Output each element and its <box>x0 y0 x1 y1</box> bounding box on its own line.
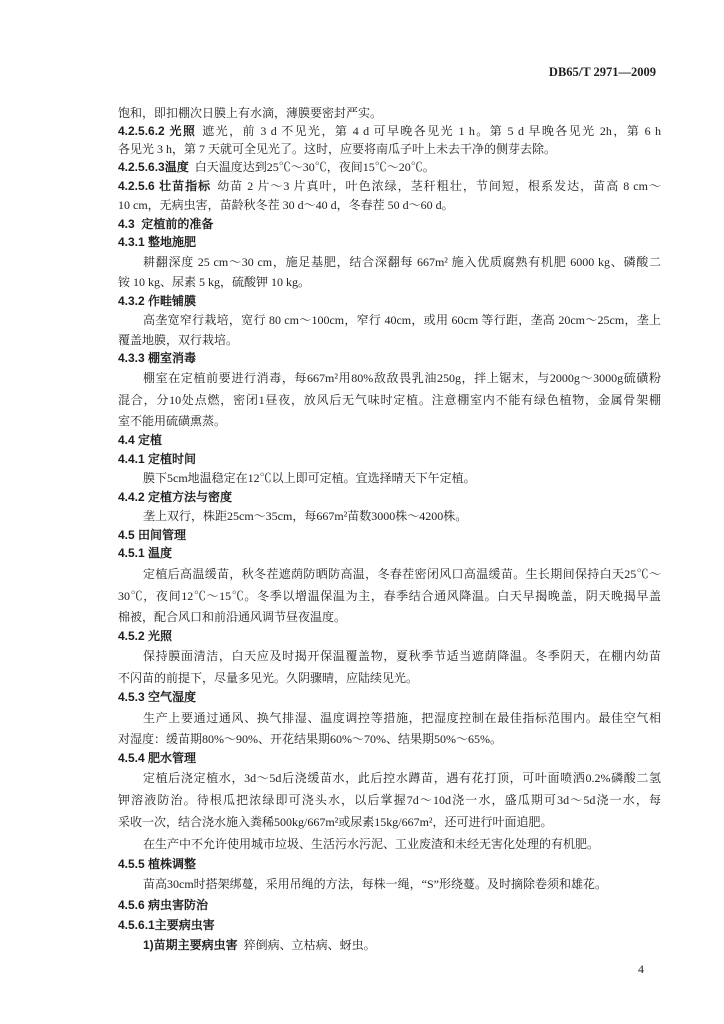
paragraph-line: 钾溶液防治。待根瓜把浓绿即可浇头水，以后掌握7d～10d浇一水，盛瓜期可3d～5d浇一水，每 <box>118 793 661 807</box>
clause-text: 幼苗 2 片～3 片真叶，叶色浓绿，茎秆粗壮，节间短，根系发达，苗高 8 cm～ <box>217 179 661 193</box>
paragraph-line: 混合，分10处点燃，密闭1昼夜，放风后无气味时定植。注意棚室内不能有绿色植物，金属骨架棚 <box>118 393 661 407</box>
paragraph-line: 30℃，夜间12℃～15℃。冬季以增温保温为主，春季结合通风降温。白天早揭晚盖，阴天晚揭早盖 <box>118 589 661 603</box>
paragraph-line: 不闪苗的前提下，尽量多见光。久阴骤晴，应陆续见光。 <box>118 671 419 685</box>
paragraph-line: 定植后浇定植水，3d～5d后浇缓苗水，此后控水蹲苗，遇有花打顶，可叶面喷洒0.2%磷酸二氢 <box>143 771 661 785</box>
heading-4-5-1: 4.5.1 温度 <box>118 546 173 560</box>
paragraph-line: 高垄宽窄行栽培，宽行 80 cm～100cm，窄行 40cm，或用 60cm 等行距，垄高 20cm～25cm，垄上 <box>143 313 661 327</box>
paragraph-line: 覆盖地膜，双行栽培。 <box>118 333 239 347</box>
paragraph-line: 生产上要通过通风、换气排湿、温度调控等措施，把湿度控制在最佳指标范围内。最佳空气相 <box>143 711 661 725</box>
heading-4-3-1: 4.3.1 整地施肥 <box>118 235 197 249</box>
heading-4-5-6-1: 4.5.6.1主要病虫害 <box>118 918 215 932</box>
heading-4-5-6: 4.5.6 病虫害防治 <box>118 898 209 912</box>
heading-4-5-4: 4.5.4 肥水管理 <box>118 751 197 765</box>
standard-number: DB65/T 2971—2009 <box>548 65 656 79</box>
heading-4-3-2: 4.3.2 作畦铺膜 <box>118 294 197 308</box>
paragraph-line: 10 cm，无病虫害，苗龄秋冬茬 30 d～40 d，冬春茬 50 d～60 d。 <box>118 198 454 212</box>
clause-4-2-5-6-2 <box>118 123 661 139</box>
paragraph-line: 铵 10 kg、尿素 5 kg，硫酸钾 10 kg。 <box>118 275 311 289</box>
list-item-label: 1)苗期主要病虫害 <box>143 938 238 952</box>
heading-4-5-3: 4.5.3 空气湿度 <box>118 690 197 704</box>
paragraph-line: 定植后高温缓苗，秋冬茬遮荫防晒防高温，冬春茬密闭风口高温缓苗。生长期间保持白天25℃～ <box>143 567 661 581</box>
heading-4-3: 4.3 定植前的准备 <box>118 217 214 231</box>
paragraph-line: 室不能用硫磺熏蒸。 <box>118 414 227 428</box>
clause-label: 4.2.5.6.2 光照 <box>118 124 197 138</box>
heading-4-3-3: 4.3.3 棚室消毒 <box>118 351 197 365</box>
heading-4-5-2: 4.5.2 光照 <box>118 629 173 643</box>
heading-4-5-5: 4.5.5 植株调整 <box>118 857 197 871</box>
clause-4-2-5-6 <box>118 178 661 194</box>
paragraph-line: 耕翻深度 25 cm～30 cm，施足基肥，结合深翻每 667m² 施入优质腐熟有机肥 6000 kg、磷酸二 <box>143 255 661 269</box>
paragraph-line: 膜下5cm地温稳定在12℃以上即可定植。宜选择晴天下午定植。 <box>143 471 476 485</box>
heading-4-4-1: 4.4.1 定植时间 <box>118 452 197 466</box>
heading-4-4-2: 4.4.2 定植方法与密度 <box>118 490 233 504</box>
paragraph-line: 在生产中不允许使用城市垃圾、生活污水污泥、工业废渣和未经无害化处理的有机肥。 <box>143 837 600 851</box>
clause-label: 4.2.5.6.3温度 <box>118 160 189 174</box>
paragraph-line: 对湿度：缓苗期80%～90%、开花结果期60%～70%、结果期50%～65%。 <box>118 732 502 746</box>
paragraph-line: 采收一次，结合浇水施入粪稀500kg/667m²或尿素15kg/667m²，还可进行叶面追肥。 <box>118 815 553 829</box>
paragraph-line: 保持膜面清洁，白天应及时揭开保温覆盖物，夏秋季节适当遮荫降温。冬季阴天，在棚内幼苗 <box>143 649 661 663</box>
paragraph-line: 垄上双行，株距25cm～35cm，每667m²苗数3000株～4200株。 <box>143 509 468 523</box>
paragraph-line: 各见光 3 h，第 7 天就可全见光了。这时，应要将南瓜子叶上未去干净的侧芽去除。 <box>118 142 557 156</box>
list-item-text: 猝倒病、立枯病、蚜虫。 <box>243 938 376 952</box>
clause-label: 4.2.5.6 壮苗指标 <box>118 179 212 193</box>
paragraph-line: 棚室在定植前要进行消毒，每667m²用80%敌敌畏乳油250g，拌上锯末，与2000g～3000g硫磺粉 <box>143 371 661 385</box>
paragraph-line: 棉被，配合风口和前沿通风调节昼夜温度。 <box>118 610 347 624</box>
heading-4-5: 4.5 田间管理 <box>118 528 187 542</box>
heading-4-4: 4.4 定植 <box>118 433 163 447</box>
paragraph-line: 苗高30cm时搭架绑蔓，采用吊绳的方法，每株一绳，“S”形绕蔓。及时摘除卷须和雄花。 <box>143 877 607 891</box>
clause-text: 白天温度达到25℃～30℃，夜间15℃～20℃。 <box>194 160 435 174</box>
clause-text: 遮光，前 3 d 不见光，第 4 d 可早晚各见光 1 h。第 5 d 早晚各见光 2h，第 6 h <box>202 124 661 138</box>
page-number: 4 <box>638 962 644 976</box>
paragraph-line: 饱和，即扣棚次日膜上有水滴，薄膜要密封严实。 <box>118 106 383 120</box>
clause-4-2-5-6-3 <box>118 159 661 175</box>
list-item <box>143 937 661 953</box>
